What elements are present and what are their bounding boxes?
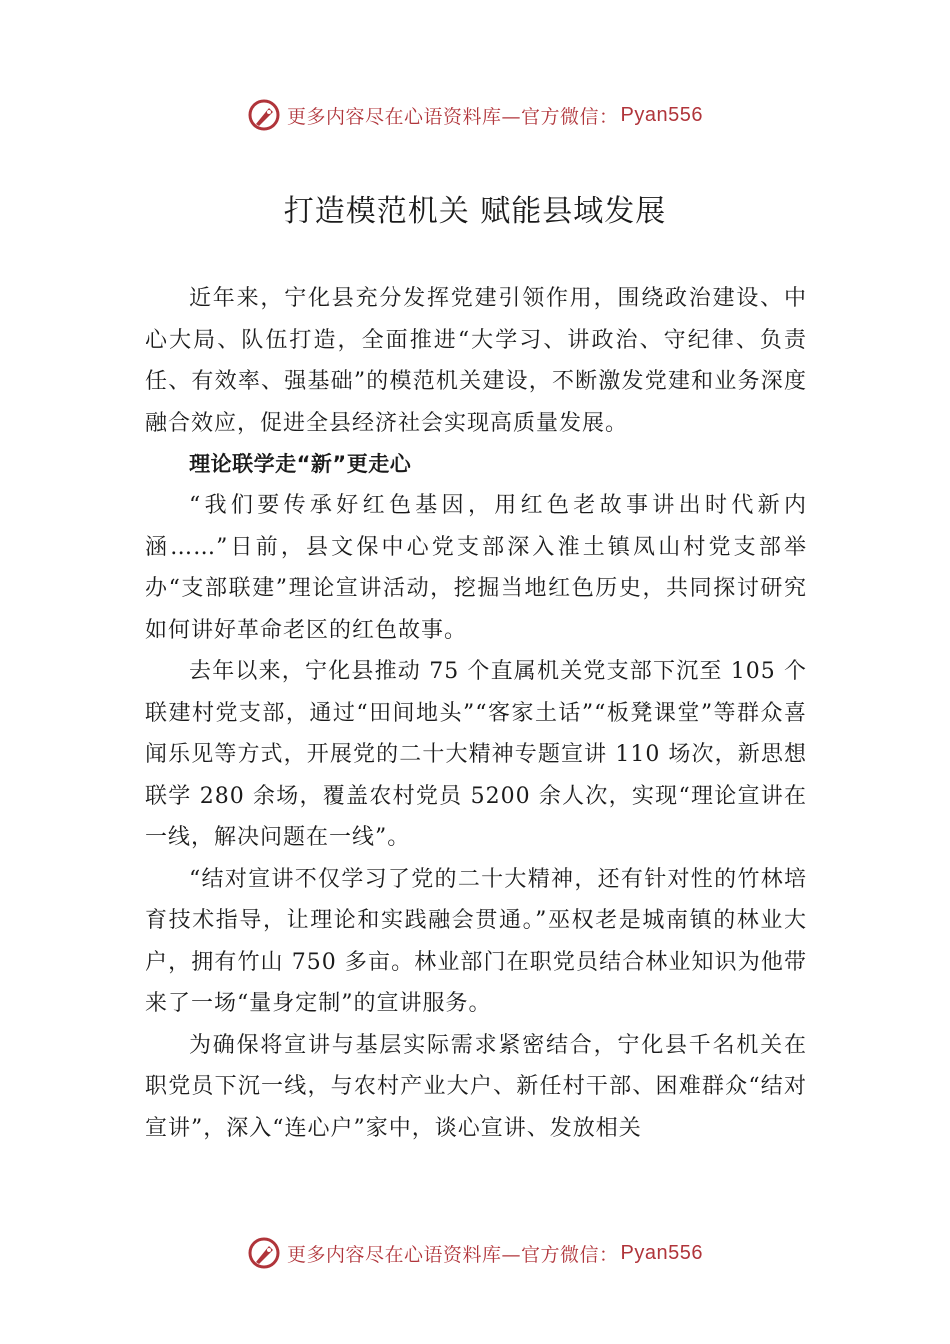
pen-nib-logo-icon	[247, 98, 281, 132]
footer-banner	[0, 1228, 950, 1278]
document-body	[145, 278, 807, 1149]
banner-wechat-id: Pyan556	[620, 103, 703, 126]
paragraph: “结对宣讲不仅学习了党的二十大精神，还有针对性的竹林培育技术指导，让理论和实践融会贯通。”巫权老是城南镇的林业大户，拥有竹山 750 多亩。林业部门在职党员结合林业知识为他带来了一场“量身定制”的宣讲服务。	[145, 866, 807, 1016]
banner-wechat-id: Pyan556	[620, 1241, 703, 1264]
paragraph: 去年以来，宁化县推动 75 个直属机关党支部下沉至 105 个联建村党支部，通过“田间地头”“客家土话”“板凳课堂”等群众喜闻乐见等方式，开展党的二十大精神专题宣讲 110 场次，新思想联学 280 余场，覆盖农村党员 5200 余人次，实现“理论宣讲在一线，解决问题在一线”。	[145, 659, 807, 850]
pen-nib-logo-icon	[247, 1236, 281, 1270]
paragraph: 为确保将宣讲与基层实际需求紧密结合，宁化县千名机关在职党员下沉一线，与农村产业大户、新任村干部、困难群众“结对宣讲”，深入“连心户”家中，谈心宣讲、发放相关	[145, 1032, 807, 1141]
paragraph: “我们要传承好红色基因，用红色老故事讲出时代新内涵……”日前，县文保中心党支部深入淮土镇凤山村党支部举办“支部联建”理论宣讲活动，挖掘当地红色历史，共同探讨研究如何讲好革命老区的红色故事。	[145, 493, 807, 643]
paragraph: 近年来，宁化县充分发挥党建引领作用，围绕政治建设、中心大局、队伍打造，全面推进“大学习、讲政治、守纪律、负责任、有效率、强基础”的模范机关建设，不断激发党建和业务深度融合效应，促进全县经济社会实现高质量发展。	[145, 286, 807, 436]
banner-text: 更多内容尽在心语资料库—官方微信：	[287, 1243, 619, 1266]
section-heading: 理论联学走“新”更走心	[189, 452, 412, 476]
banner-text: 更多内容尽在心语资料库—官方微信：	[287, 105, 619, 128]
header-banner	[0, 90, 950, 140]
document-title: 打造模范机关 赋能县域发展	[283, 194, 667, 229]
